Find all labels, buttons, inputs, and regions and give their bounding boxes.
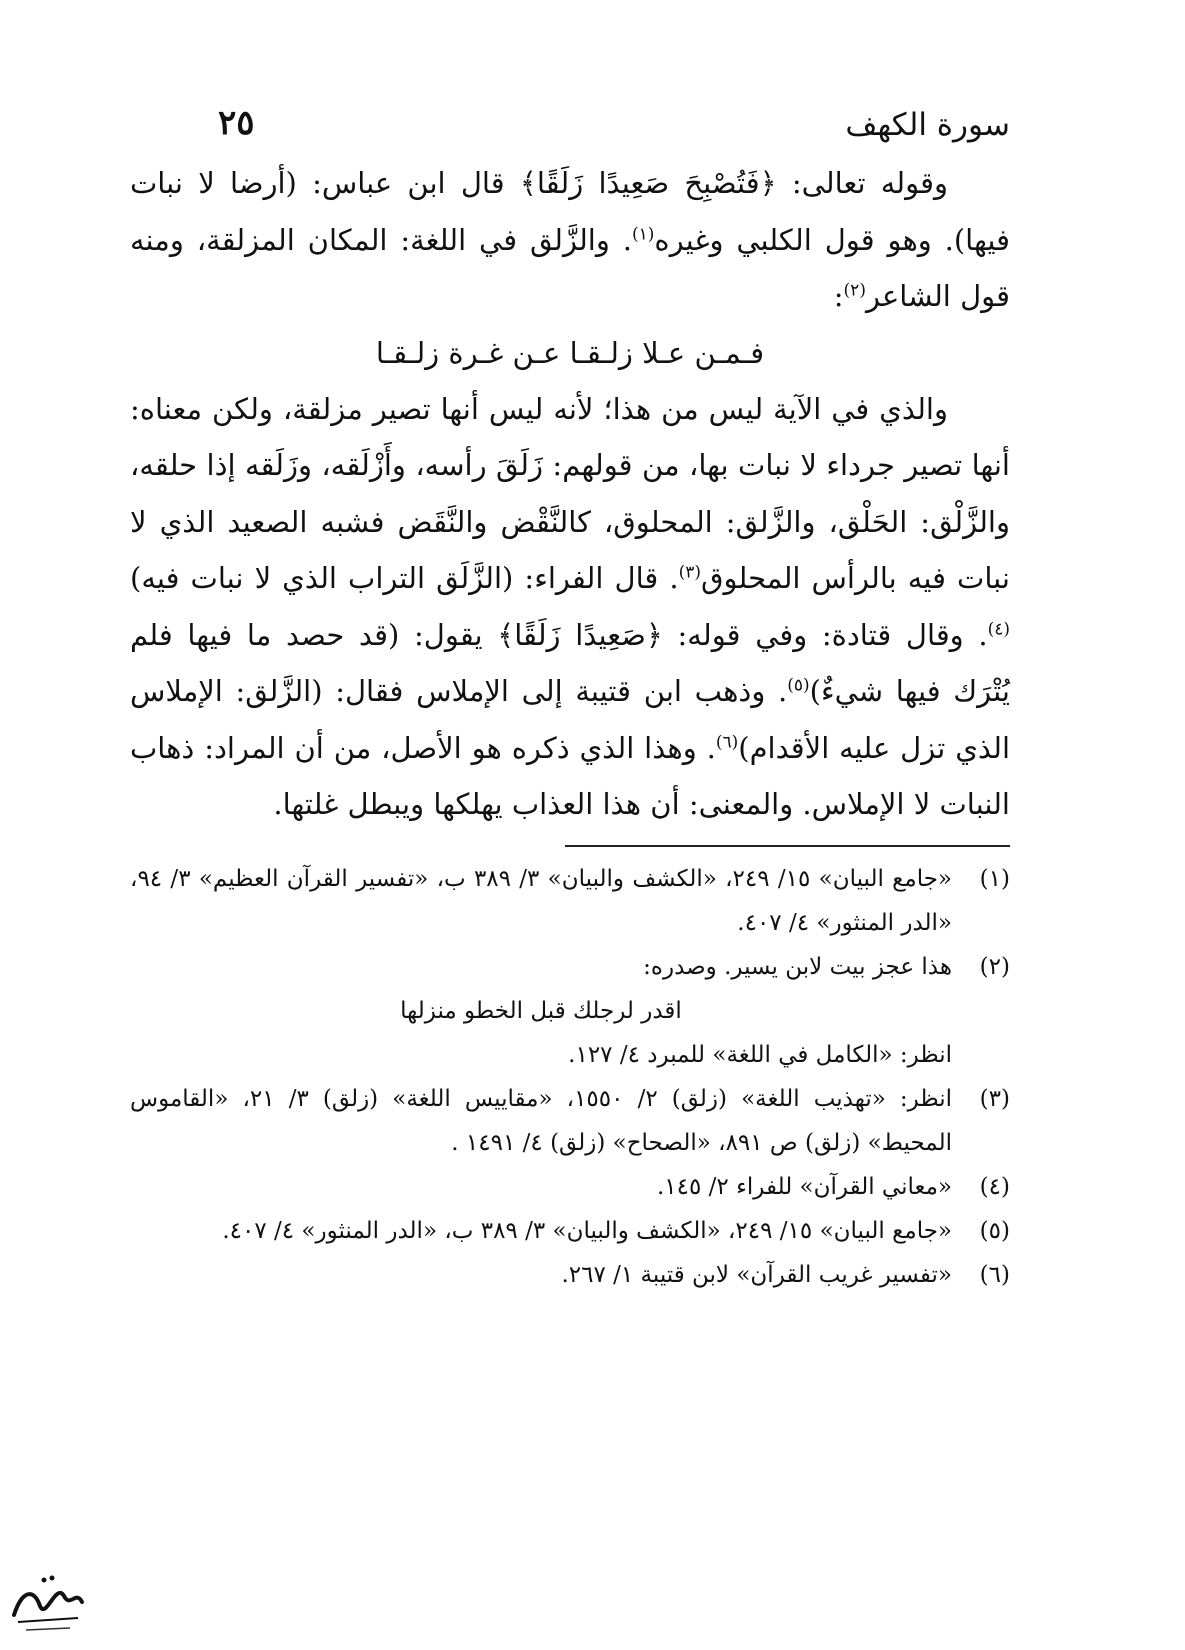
footnote-number: (٣)	[979, 1085, 1010, 1112]
footnote-text: هذا عجز بيت لابن يسير. وصدره:	[643, 953, 952, 980]
page-header	[130, 95, 1010, 155]
footnote-2	[130, 945, 1010, 1077]
footnote-ref-1[interactable]: (١)	[631, 223, 655, 244]
footnote-ref-5[interactable]: (٥)	[787, 675, 810, 696]
page-number: ٢٥	[218, 103, 255, 143]
footnote-divider	[565, 845, 1010, 847]
text-run: وقوله تعالى: ﴿فَتُصْبِحَ صَعِيدًا زَلَقًا﴾ قال ابن عباس: (أرضا لا نبات فيها). وهو قول الكلبي وغيره	[130, 166, 1010, 257]
footnote-text-after: انظر: «الكامل في اللغة» للمبرد ٤/ ١٢٧.	[568, 1041, 952, 1068]
text-run: :	[833, 279, 844, 313]
text-run: . وقال قتادة: وفي قوله: ﴿صَعِيدًا زَلَقًا﴾ يقول: (قد حصد ما فيها فلم يُتْرَك فيها شيءٌ)	[130, 617, 1010, 708]
footnote-3	[130, 1077, 1010, 1165]
publisher-logo	[4, 1560, 88, 1642]
footnote-text: «جامع البيان» ١٥/ ٢٤٩، «الكشف والبيان» ٣/ ٣٨٩ ب، «الدر المنثور» ٤/ ٤٠٧.	[222, 1217, 952, 1244]
footnote-text: «تفسير غريب القرآن» لابن قتيبة ١/ ٢٦٧.	[561, 1261, 952, 1288]
text-run: . قال الفراء: (الزَّلَق التراب الذي لا نبات فيه)	[130, 561, 679, 595]
text-run: . والزَّلق في اللغة: المكان المزلقة، ومنه قول الشاعر	[130, 222, 1010, 313]
footnote-number: (٥)	[979, 1217, 1010, 1244]
footnotes	[130, 857, 1010, 1297]
poetry-verse: فـمـن عـلا زلـقـا عـن غـرة زلـقـا	[375, 335, 765, 370]
footnote-text: انظر: «تهذيب اللغة» (زلق) ٢/ ١٥٥٠، «مقاييس اللغة» (زلق) ٣/ ٢١، «القاموس المحيط» (زلق) ص ٨٩١، «الصحاح» (زلق) ٤/ ١٤٩١ .	[130, 1085, 953, 1156]
footnote-verse: اقدر لرجلك قبل الخطو منزلها	[400, 997, 682, 1024]
footnote-number: (٢)	[979, 953, 1010, 980]
surah-title: سورة الكهف	[845, 107, 1010, 143]
footnote-6	[130, 1253, 1010, 1297]
footnote-4	[130, 1165, 1010, 1209]
footnote-body	[130, 945, 952, 1077]
footnote-1	[130, 857, 1010, 945]
footnote-number: (١)	[979, 865, 1010, 892]
paragraph-2	[130, 381, 1010, 833]
footnote-number: (٦)	[979, 1261, 1010, 1288]
footnote-ref-6[interactable]: (٦)	[715, 731, 739, 752]
footnote-number: (٤)	[979, 1173, 1010, 1200]
text-run: . وهذا الذي ذكره هو الأصل، من أن المراد: ذهاب النبات لا الإملاس. والمعنى: أن هذا العذاب يهلكها ويبطل غلتها.	[130, 730, 1010, 821]
footnote-ref-2[interactable]: (٢)	[843, 280, 866, 301]
footnote-text: «جامع البيان» ١٥/ ٢٤٩، «الكشف والبيان» ٣/ ٣٨٩ ب، «تفسير القرآن العظيم» ٣/ ٩٤، «الدر المنثور» ٤/ ٤٠٧.	[130, 865, 953, 936]
footnote-ref-3[interactable]: (٣)	[678, 562, 701, 583]
text-run: والذي في الآية ليس من هذا؛ لأنه ليس أنها تصير مزلقة، ولكن معناه: أنها تصير جرداء لا نبات بها، من قولهم: زَلَقَ رأسه، وأَزْلَقه، وزَلَقه إذا حلقه، والزَّلْق: الحَلْق، والزَّلق: المحلوق، كالنَّقْض والنَّقَض فشبه الصعيد الذي لا نبات فيه بالرأس المحلوق	[130, 391, 1010, 595]
footnote-ref-4[interactable]: (٤)	[987, 618, 1010, 639]
footnote-5	[130, 1209, 1010, 1253]
page	[130, 95, 1010, 1297]
text-run: . وذهب ابن قتيبة إلى الإملاس فقال: (الزَّلق: الإملاس الذي تزل عليه الأقدام)	[130, 674, 1011, 765]
footnote-text: «معاني القرآن» للفراء ٢/ ١٤٥.	[656, 1173, 952, 1200]
main-text	[130, 155, 1010, 833]
paragraph-1	[130, 155, 1010, 325]
